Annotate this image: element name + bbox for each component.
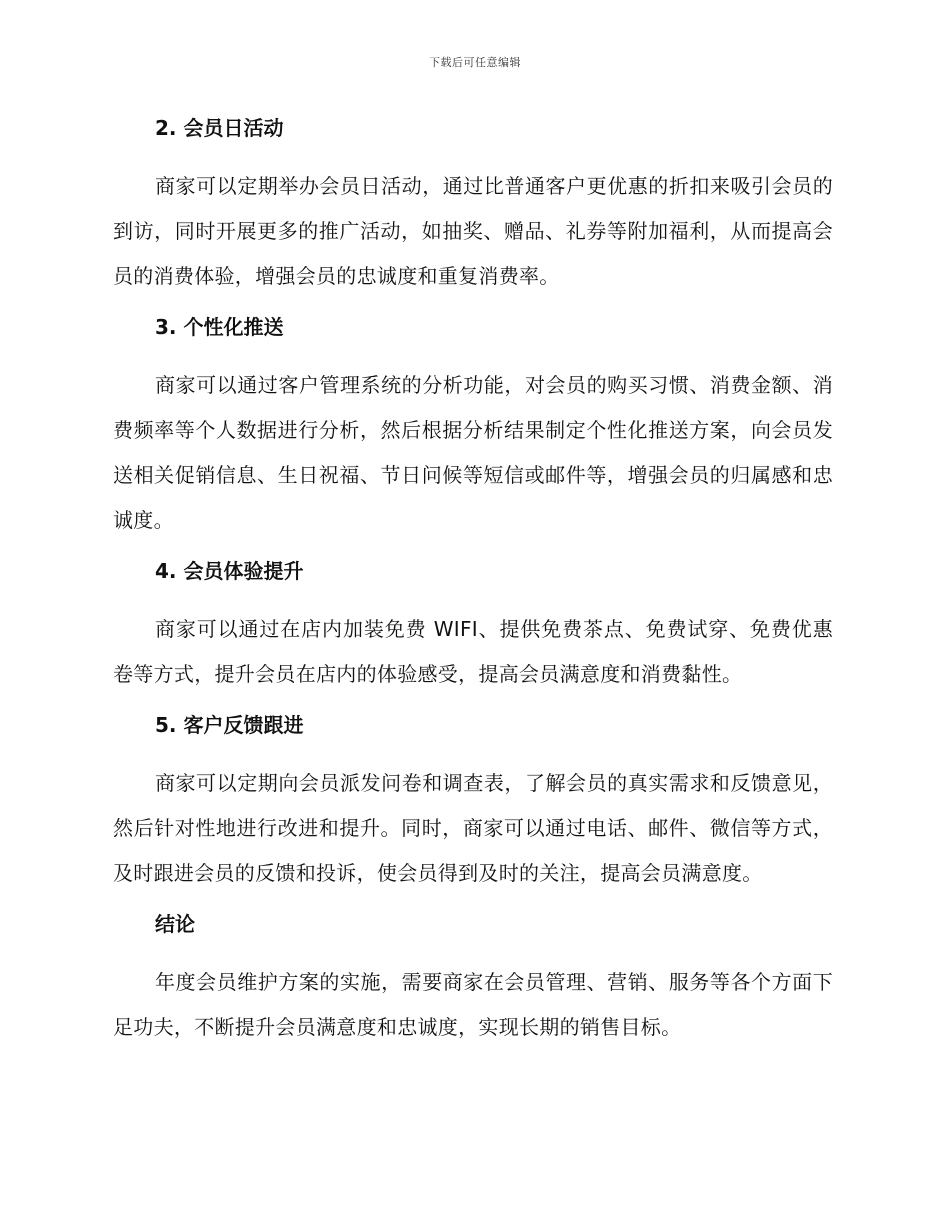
section-paragraph: 商家可以通过客户管理系统的分析功能，对会员的购买习惯、消费金额、消费频率等个人数据进行分析，然后根据分析结果制定个性化推送方案，向会员发送相关促销信息、生日祝福、节日问候等短信或邮件等，增强会员的归属感和忠诚度。	[113, 373, 833, 532]
section-conclusion	[113, 908, 833, 1050]
section-heading: 2. 会员日活动	[155, 116, 284, 140]
section-heading: 结论	[155, 912, 195, 936]
section-heading: 4. 会员体验提升	[155, 559, 304, 583]
section-personalized-push	[113, 311, 833, 543]
document-body	[113, 112, 833, 1062]
section-member-day	[113, 112, 833, 299]
section-paragraph: 年度会员维护方案的实施，需要商家在会员管理、营销、服务等各个方面下足功夫，不断提升会员满意度和忠诚度，实现长期的销售目标。	[113, 970, 833, 1039]
section-heading: 5. 客户反馈跟进	[155, 713, 304, 737]
section-heading: 3. 个性化推送	[155, 315, 284, 339]
section-paragraph: 商家可以定期举办会员日活动，通过比普通客户更优惠的折扣来吸引会员的到访，同时开展更多的推广活动，如抽奖、赠品、礼券等附加福利，从而提高会员的消费体验，增强会员的忠诚度和重复消费率。	[113, 174, 833, 288]
section-paragraph: 商家可以定期向会员派发问卷和调查表，了解会员的真实需求和反馈意见，然后针对性地进行改进和提升。同时，商家可以通过电话、邮件、微信等方式，及时跟进会员的反馈和投诉，使会员得到及时的关注，提高会员满意度。	[113, 771, 833, 885]
page-header: 下载后可任意编辑	[429, 56, 521, 69]
section-member-experience	[113, 555, 833, 697]
section-feedback-followup	[113, 709, 833, 896]
section-paragraph: 商家可以通过在店内加装免费 WIFI、提供免费茶点、免费试穿、免费优惠卷等方式，提升会员在店内的体验感受，提高会员满意度和消费黏性。	[113, 617, 833, 686]
